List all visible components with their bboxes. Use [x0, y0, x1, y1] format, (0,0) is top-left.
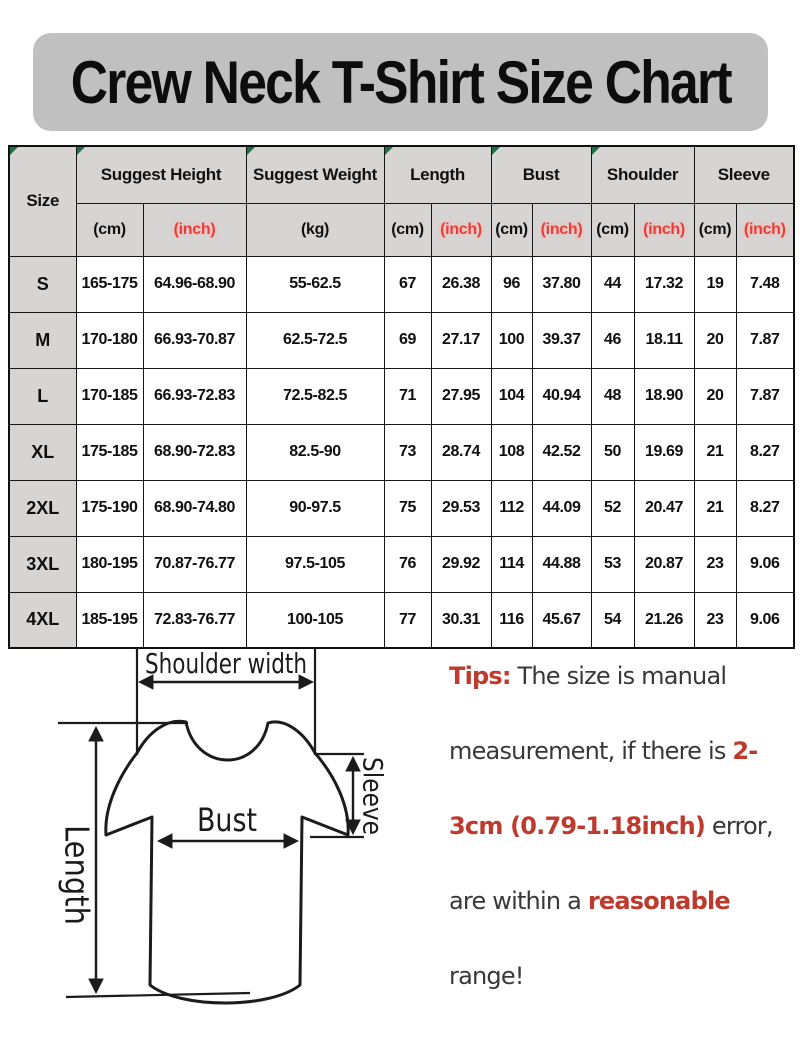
tips-block: [449, 662, 794, 1037]
cell-corner-marker-icon: [247, 147, 255, 155]
value-cell: 26.38: [431, 256, 491, 312]
table-row-3xl: [9, 536, 794, 592]
header-size-label: Size: [26, 191, 60, 211]
unit-height-inch: (inch): [143, 203, 246, 256]
value-cell: 44.88: [532, 536, 591, 592]
value-cell: 72.83-76.77: [143, 592, 246, 648]
value-cell: 165-175: [76, 256, 143, 312]
sleeve-label: Sleeve: [356, 757, 388, 848]
table-row-s: [9, 256, 794, 312]
header-size: [9, 146, 76, 256]
value-cell: 52: [591, 480, 634, 536]
value-cell: 27.17: [431, 312, 491, 368]
value-cell: 68.90-72.83: [143, 424, 246, 480]
size-cell: 4XL: [9, 592, 76, 648]
value-cell: 42.52: [532, 424, 591, 480]
header-shoulder: [591, 146, 694, 203]
value-cell: 21: [694, 424, 736, 480]
header-shoulder-label: Shoulder: [606, 164, 679, 184]
value-cell: 90-97.5: [246, 480, 384, 536]
unit-weight-kg: (kg): [246, 203, 384, 256]
value-cell: 28.74: [431, 424, 491, 480]
tips-line-3: [449, 812, 794, 887]
value-cell: 100: [491, 312, 532, 368]
header-bust-label: Bust: [522, 164, 560, 184]
value-cell: 23: [694, 536, 736, 592]
header-bust: [491, 146, 591, 203]
value-cell: 104: [491, 368, 532, 424]
value-cell: 7.48: [736, 256, 794, 312]
value-cell: 50: [591, 424, 634, 480]
value-cell: 45.67: [532, 592, 591, 648]
value-cell: 23: [694, 592, 736, 648]
value-cell: 21.26: [634, 592, 694, 648]
header-length: [384, 146, 491, 203]
value-cell: 185-195: [76, 592, 143, 648]
value-cell: 9.06: [736, 592, 794, 648]
shoulder-width-label: Shoulder width: [145, 647, 307, 680]
unit-bust-cm: (cm): [491, 203, 532, 256]
value-cell: 20.87: [634, 536, 694, 592]
value-cell: 116: [491, 592, 532, 648]
value-cell: 27.95: [431, 368, 491, 424]
value-cell: 114: [491, 536, 532, 592]
length-label: Length: [57, 825, 97, 939]
header-suggest-height: [76, 146, 246, 203]
value-cell: 20: [694, 312, 736, 368]
tips-highlight: 2-: [732, 737, 758, 765]
value-cell: 18.90: [634, 368, 694, 424]
value-cell: 8.27: [736, 480, 794, 536]
value-cell: 48: [591, 368, 634, 424]
value-cell: 170-185: [76, 368, 143, 424]
value-cell: 29.92: [431, 536, 491, 592]
value-cell: 108: [491, 424, 532, 480]
value-cell: 44: [591, 256, 634, 312]
value-cell: 100-105: [246, 592, 384, 648]
size-cell: S: [9, 256, 76, 312]
value-cell: 73: [384, 424, 431, 480]
cell-corner-marker-icon: [77, 147, 85, 155]
value-cell: 29.53: [431, 480, 491, 536]
value-cell: 37.80: [532, 256, 591, 312]
tips-label: Tips:: [449, 662, 511, 690]
tips-text: The size is manual: [510, 662, 727, 690]
value-cell: 180-195: [76, 536, 143, 592]
size-cell: M: [9, 312, 76, 368]
value-cell: 112: [491, 480, 532, 536]
bust-label: Bust: [197, 801, 257, 839]
tips-text: error,: [705, 812, 773, 840]
tips-line-5: [449, 962, 794, 1037]
cell-corner-marker-icon: [10, 147, 18, 155]
value-cell: 175-190: [76, 480, 143, 536]
value-cell: 82.5-90: [246, 424, 384, 480]
tshirt-outline: [106, 721, 348, 1003]
header-suggest-weight: [246, 146, 384, 203]
tips-text: measurement, if there is: [449, 737, 733, 765]
value-cell: 66.93-72.83: [143, 368, 246, 424]
value-cell: 20.47: [634, 480, 694, 536]
value-cell: 77: [384, 592, 431, 648]
unit-height-cm: (cm): [76, 203, 143, 256]
value-cell: 69: [384, 312, 431, 368]
size-cell: XL: [9, 424, 76, 480]
title-banner: [33, 33, 768, 131]
unit-length-cm: (cm): [384, 203, 431, 256]
table-row-2xl: [9, 480, 794, 536]
value-cell: 46: [591, 312, 634, 368]
size-chart-table: [8, 145, 795, 649]
value-cell: 66.93-70.87: [143, 312, 246, 368]
value-cell: 64.96-68.90: [143, 256, 246, 312]
size-cell: L: [9, 368, 76, 424]
value-cell: 40.94: [532, 368, 591, 424]
length-guide-bottom: [66, 993, 250, 997]
tips-line-4: [449, 887, 794, 962]
tips-text: range!: [449, 962, 524, 990]
tips-highlight: 3cm (0.79-1.18inch): [449, 812, 706, 840]
header-length-label: Length: [410, 164, 465, 184]
value-cell: 39.37: [532, 312, 591, 368]
page-title: Crew Neck T-Shirt Size Chart: [70, 48, 731, 116]
value-cell: 75: [384, 480, 431, 536]
value-cell: 18.11: [634, 312, 694, 368]
tips-line-2: [449, 737, 794, 812]
value-cell: 9.06: [736, 536, 794, 592]
value-cell: 170-180: [76, 312, 143, 368]
cell-corner-marker-icon: [385, 147, 393, 155]
size-cell: 2XL: [9, 480, 76, 536]
table-row-xl: [9, 424, 794, 480]
unit-sleeve-inch: (inch): [736, 203, 794, 256]
value-cell: 175-185: [76, 424, 143, 480]
value-cell: 7.87: [736, 312, 794, 368]
value-cell: 17.32: [634, 256, 694, 312]
value-cell: 54: [591, 592, 634, 648]
value-cell: 76: [384, 536, 431, 592]
value-cell: 62.5-72.5: [246, 312, 384, 368]
table-row-l: [9, 368, 794, 424]
size-cell: 3XL: [9, 536, 76, 592]
unit-shoulder-cm: (cm): [591, 203, 634, 256]
value-cell: 97.5-105: [246, 536, 384, 592]
cell-corner-marker-icon: [592, 147, 600, 155]
unit-sleeve-cm: (cm): [694, 203, 736, 256]
header-sleeve-label: Sleeve: [717, 164, 770, 184]
value-cell: 19: [694, 256, 736, 312]
value-cell: 55-62.5: [246, 256, 384, 312]
unit-length-inch: (inch): [431, 203, 491, 256]
value-cell: 20: [694, 368, 736, 424]
value-cell: 67: [384, 256, 431, 312]
value-cell: 19.69: [634, 424, 694, 480]
cell-corner-marker-icon: [492, 147, 500, 155]
table-row-4xl: [9, 592, 794, 648]
tips-line-1: [449, 662, 794, 737]
value-cell: 71: [384, 368, 431, 424]
table-row-m: [9, 312, 794, 368]
tips-text: are within a: [449, 887, 588, 915]
value-cell: 21: [694, 480, 736, 536]
value-cell: 53: [591, 536, 634, 592]
value-cell: 96: [491, 256, 532, 312]
tips-highlight: reasonable: [587, 887, 730, 915]
value-cell: 68.90-74.80: [143, 480, 246, 536]
unit-bust-inch: (inch): [532, 203, 591, 256]
value-cell: 70.87-76.77: [143, 536, 246, 592]
header-suggest-weight-label: Suggest Weight: [253, 164, 377, 184]
unit-shoulder-inch: (inch): [634, 203, 694, 256]
header-suggest-height-label: Suggest Height: [100, 164, 222, 184]
value-cell: 30.31: [431, 592, 491, 648]
value-cell: 44.09: [532, 480, 591, 536]
value-cell: 7.87: [736, 368, 794, 424]
value-cell: 72.5-82.5: [246, 368, 384, 424]
tshirt-measurement-diagram: [18, 645, 438, 1040]
header-sleeve: [694, 146, 794, 203]
value-cell: 8.27: [736, 424, 794, 480]
